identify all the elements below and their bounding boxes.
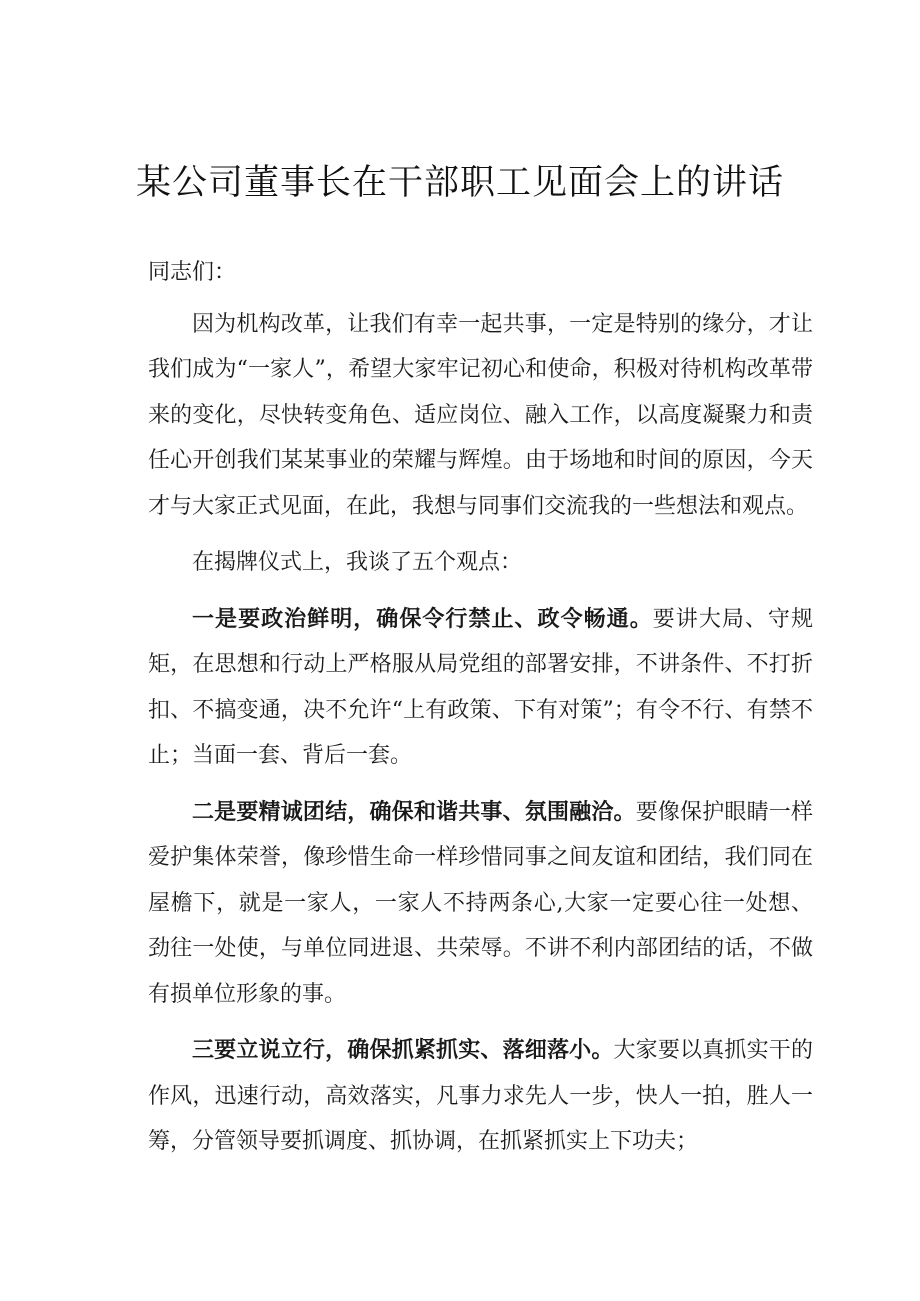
paragraph-text: 在揭牌仪式上，我谈了五个观点： — [192, 550, 523, 575]
paragraph-point-three — [148, 1028, 813, 1165]
paragraph-point-one — [148, 597, 813, 779]
paragraph-text: 大家要以真抓实干的作风，迅速行动，高效落实，凡事力求先人一步，快人一拍，胜人一筹，分管领导要抓调度、抓协调，在抓紧抓实上下功夫； — [148, 1038, 813, 1154]
paragraph-lead: 一是要政治鲜明，确保令行禁止、政令畅通。 — [192, 605, 653, 632]
paragraph-five-points — [148, 540, 813, 586]
salutation: 同志们： — [148, 260, 237, 285]
paragraph-point-two — [148, 790, 813, 1018]
paragraph-lead: 二是要精诚团结，确保和谐共事、氛围融洽。 — [192, 798, 636, 825]
document-title: 某公司董事长在干部职工见面会上的讲话 — [135, 163, 784, 203]
paragraph-text: 要讲大局、守规矩，在思想和行动上严格服从局党组的部署安排，不讲条件、不打折扣、不搞变通，决不允许“上有政策、下有对策”；有令不行、有禁不止；当面一套、背后一套。 — [148, 606, 813, 768]
paragraph-intro — [148, 302, 813, 530]
paragraph-text: 要像保护眼睛一样爱护集体荣誉，像珍惜生命一样珍惜同事之间友谊和团结，我们同在屋檐下，就是一家人，一家人不持两条心,大家一定要心往一处想、劲往一处使，与单位同进退、共荣辱。不讲不利内部团结的话，不做有损单位形象的事。 — [148, 799, 813, 1007]
paragraph-text: 因为机构改革，让我们有幸一起共事，一定是特别的缘分，才让我们成为“一家人”，希望大家牢记初心和使命，积极对待机构改革带来的变化，尽快转变角色、适应岗位、融入工作，以高度凝聚力和责任心开创我们某某事业的荣耀与辉煌。由于场地和时间的原因，今天才与大家正式见面，在此，我想与同事们交流我的一些想法和观点。 — [148, 311, 813, 519]
paragraph-lead: 三要立说立行，确保抓紧抓实、落细落小。 — [192, 1037, 614, 1063]
document-body — [148, 250, 813, 1165]
